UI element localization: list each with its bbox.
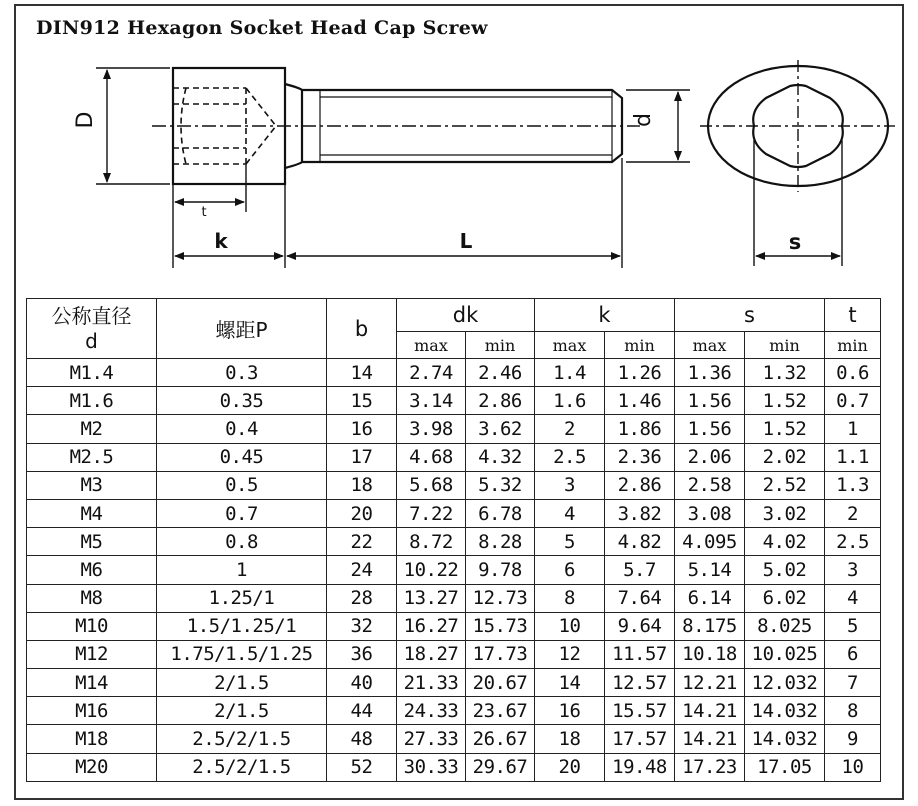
cell-t-min: 3: [825, 556, 881, 584]
screw-drawing: [0, 0, 918, 300]
cell-size: M2.5: [27, 443, 157, 471]
cell-dk-max: 7.22: [397, 499, 466, 527]
table-row: [27, 753, 881, 781]
cell-dk-max: 5.68: [397, 471, 466, 499]
cell-dk-min: 6.78: [466, 499, 535, 527]
header-s-max: max: [675, 332, 745, 359]
cell-dk-max: 10.22: [397, 556, 466, 584]
header-t: t: [825, 299, 881, 332]
header-s-min: min: [745, 332, 825, 359]
table-row: [27, 584, 881, 612]
cell-s-min: 17.05: [745, 753, 825, 781]
cell-size: M14: [27, 669, 157, 697]
cell-k-max: 2: [535, 415, 605, 443]
cell-k-min: 1.26: [605, 359, 675, 387]
cell-k-max: 16: [535, 697, 605, 725]
cell-dk-min: 2.86: [466, 387, 535, 415]
dimension-t: [175, 164, 246, 212]
cell-size: M16: [27, 697, 157, 725]
label-D: D: [73, 111, 98, 129]
cell-s-max: 4.095: [675, 528, 745, 556]
cell-t-min: 8: [825, 697, 881, 725]
cell-pitch: 2.5/2/1.5: [157, 725, 327, 753]
cell-s-max: 12.21: [675, 669, 745, 697]
cell-s-min: 4.02: [745, 528, 825, 556]
header-dk-min: min: [466, 332, 535, 359]
cell-s-min: 2.02: [745, 443, 825, 471]
cell-dk-max: 27.33: [397, 725, 466, 753]
table-row: [27, 359, 881, 387]
cell-dk-min: 5.32: [466, 471, 535, 499]
label-d: d: [631, 113, 656, 127]
cell-dk-min: 12.73: [466, 584, 535, 612]
cell-k-max: 20: [535, 753, 605, 781]
cell-t-min: 9: [825, 725, 881, 753]
cell-b: 14: [327, 359, 397, 387]
cell-t-min: 1: [825, 415, 881, 443]
cell-t-min: 1.3: [825, 471, 881, 499]
cell-dk-max: 30.33: [397, 753, 466, 781]
cell-dk-min: 8.28: [466, 528, 535, 556]
label-t: t: [201, 205, 207, 220]
cell-pitch: 0.8: [157, 528, 327, 556]
cell-b: 17: [327, 443, 397, 471]
cell-dk-max: 18.27: [397, 640, 466, 668]
header-dk-max: max: [397, 332, 466, 359]
cell-b: 28: [327, 584, 397, 612]
table-row: [27, 697, 881, 725]
cell-b: 40: [327, 669, 397, 697]
cell-b: 36: [327, 640, 397, 668]
cell-t-min: 0.6: [825, 359, 881, 387]
cell-dk-min: 3.62: [466, 415, 535, 443]
cell-s-max: 5.14: [675, 556, 745, 584]
cell-k-max: 1.6: [535, 387, 605, 415]
header-b: b: [327, 299, 397, 359]
cell-b: 24: [327, 556, 397, 584]
cell-t-min: 2: [825, 499, 881, 527]
cell-k-min: 19.48: [605, 753, 675, 781]
cell-s-max: 6.14: [675, 584, 745, 612]
table-row: [27, 612, 881, 640]
cell-b: 15: [327, 387, 397, 415]
cell-b: 32: [327, 612, 397, 640]
header-k: k: [535, 299, 675, 332]
table-row: [27, 725, 881, 753]
cell-k-max: 12: [535, 640, 605, 668]
cell-s-max: 10.18: [675, 640, 745, 668]
cell-b: 52: [327, 753, 397, 781]
cell-t-min: 2.5: [825, 528, 881, 556]
cell-s-max: 14.21: [675, 697, 745, 725]
header-t-min: min: [825, 332, 881, 359]
cell-k-max: 3: [535, 471, 605, 499]
table-row: [27, 499, 881, 527]
cell-pitch: 1.75/1.5/1.25: [157, 640, 327, 668]
table-row: [27, 443, 881, 471]
label-k: k: [214, 229, 228, 253]
cell-b: 20: [327, 499, 397, 527]
cell-size: M4: [27, 499, 157, 527]
end-view: [700, 60, 895, 192]
cell-k-min: 15.57: [605, 697, 675, 725]
cell-k-min: 1.86: [605, 415, 675, 443]
cell-t-min: 5: [825, 612, 881, 640]
cell-k-min: 2.36: [605, 443, 675, 471]
table-row: [27, 669, 881, 697]
cell-s-min: 12.032: [745, 669, 825, 697]
cell-s-min: 1.32: [745, 359, 825, 387]
cell-t-min: 7: [825, 669, 881, 697]
cell-pitch: 0.4: [157, 415, 327, 443]
cell-k-min: 4.82: [605, 528, 675, 556]
cell-k-max: 2.5: [535, 443, 605, 471]
cell-s-min: 10.025: [745, 640, 825, 668]
cell-pitch: 0.3: [157, 359, 327, 387]
cell-t-min: 1.1: [825, 443, 881, 471]
cell-dk-min: 20.67: [466, 669, 535, 697]
table-row: [27, 415, 881, 443]
cell-size: M1.6: [27, 387, 157, 415]
cell-pitch: 1.25/1: [157, 584, 327, 612]
cell-size: M20: [27, 753, 157, 781]
cell-b: 48: [327, 725, 397, 753]
cell-k-max: 4: [535, 499, 605, 527]
cell-size: M2: [27, 415, 157, 443]
cell-pitch: 1.5/1.25/1: [157, 612, 327, 640]
cell-pitch: 0.45: [157, 443, 327, 471]
cell-pitch: 2/1.5: [157, 697, 327, 725]
cell-dk-min: 29.67: [466, 753, 535, 781]
cell-s-min: 6.02: [745, 584, 825, 612]
cell-dk-min: 9.78: [466, 556, 535, 584]
label-s: s: [788, 230, 802, 254]
cell-k-max: 10: [535, 612, 605, 640]
cell-dk-max: 3.14: [397, 387, 466, 415]
cell-pitch: 0.5: [157, 471, 327, 499]
cell-t-min: 4: [825, 584, 881, 612]
table-row: [27, 556, 881, 584]
table-row: [27, 528, 881, 556]
cell-k-min: 7.64: [605, 584, 675, 612]
cell-k-min: 1.46: [605, 387, 675, 415]
document-title: DIN912 Hexagon Socket Head Cap Screw: [36, 17, 488, 39]
cell-s-max: 17.23: [675, 753, 745, 781]
cell-k-max: 6: [535, 556, 605, 584]
cell-s-max: 2.06: [675, 443, 745, 471]
cell-k-min: 11.57: [605, 640, 675, 668]
spec-table: [26, 298, 881, 782]
cell-t-min: 10: [825, 753, 881, 781]
cell-k-max: 1.4: [535, 359, 605, 387]
cell-s-min: 14.032: [745, 725, 825, 753]
cell-size: M3: [27, 471, 157, 499]
cell-dk-min: 15.73: [466, 612, 535, 640]
cell-k-min: 9.64: [605, 612, 675, 640]
cell-s-max: 1.56: [675, 387, 745, 415]
header-k-max: max: [535, 332, 605, 359]
cell-dk-max: 13.27: [397, 584, 466, 612]
cell-k-min: 12.57: [605, 669, 675, 697]
cell-s-min: 2.52: [745, 471, 825, 499]
cell-s-max: 1.56: [675, 415, 745, 443]
cell-k-max: 5: [535, 528, 605, 556]
label-L: L: [459, 229, 473, 253]
cell-s-min: 3.02: [745, 499, 825, 527]
cell-t-min: 0.7: [825, 387, 881, 415]
cell-dk-min: 23.67: [466, 697, 535, 725]
cell-size: M12: [27, 640, 157, 668]
cell-s-min: 8.025: [745, 612, 825, 640]
cell-dk-max: 21.33: [397, 669, 466, 697]
cell-k-min: 17.57: [605, 725, 675, 753]
cell-pitch: 2/1.5: [157, 669, 327, 697]
cell-dk-min: 4.32: [466, 443, 535, 471]
header-nominal-diameter: 公称直径 d: [27, 299, 157, 359]
cell-k-min: 2.86: [605, 471, 675, 499]
cell-pitch: 1: [157, 556, 327, 584]
cell-k-min: 5.7: [605, 556, 675, 584]
cell-dk-max: 3.98: [397, 415, 466, 443]
cell-b: 44: [327, 697, 397, 725]
cell-pitch: 0.35: [157, 387, 327, 415]
header-s: s: [675, 299, 825, 332]
cell-dk-max: 8.72: [397, 528, 466, 556]
cell-k-max: 18: [535, 725, 605, 753]
table-row: [27, 387, 881, 415]
cell-size: M1.4: [27, 359, 157, 387]
cell-size: M5: [27, 528, 157, 556]
cell-s-max: 8.175: [675, 612, 745, 640]
cell-pitch: 2.5/2/1.5: [157, 753, 327, 781]
table-row: [27, 471, 881, 499]
cell-k-max: 8: [535, 584, 605, 612]
cell-dk-max: 16.27: [397, 612, 466, 640]
dimension-k-L: [173, 158, 622, 268]
cell-pitch: 0.7: [157, 499, 327, 527]
cell-s-min: 5.02: [745, 556, 825, 584]
cell-s-min: 1.52: [745, 415, 825, 443]
cell-dk-min: 2.46: [466, 359, 535, 387]
cell-s-min: 14.032: [745, 697, 825, 725]
cell-dk-min: 26.67: [466, 725, 535, 753]
cell-dk-min: 17.73: [466, 640, 535, 668]
cell-b: 16: [327, 415, 397, 443]
cell-b: 18: [327, 471, 397, 499]
cell-s-max: 14.21: [675, 725, 745, 753]
cell-dk-max: 4.68: [397, 443, 466, 471]
cell-s-min: 1.52: [745, 387, 825, 415]
cell-k-min: 3.82: [605, 499, 675, 527]
cell-dk-max: 24.33: [397, 697, 466, 725]
cell-size: M10: [27, 612, 157, 640]
cell-size: M6: [27, 556, 157, 584]
header-row-1: [27, 299, 881, 332]
cell-t-min: 6: [825, 640, 881, 668]
cell-s-max: 1.36: [675, 359, 745, 387]
table-row: [27, 640, 881, 668]
cell-size: M18: [27, 725, 157, 753]
cell-size: M8: [27, 584, 157, 612]
header-pitch: 螺距P: [157, 299, 327, 359]
cell-k-max: 14: [535, 669, 605, 697]
header-dk: dk: [397, 299, 535, 332]
cell-s-max: 2.58: [675, 471, 745, 499]
cell-dk-max: 2.74: [397, 359, 466, 387]
cell-b: 22: [327, 528, 397, 556]
cell-s-max: 3.08: [675, 499, 745, 527]
header-k-min: min: [605, 332, 675, 359]
